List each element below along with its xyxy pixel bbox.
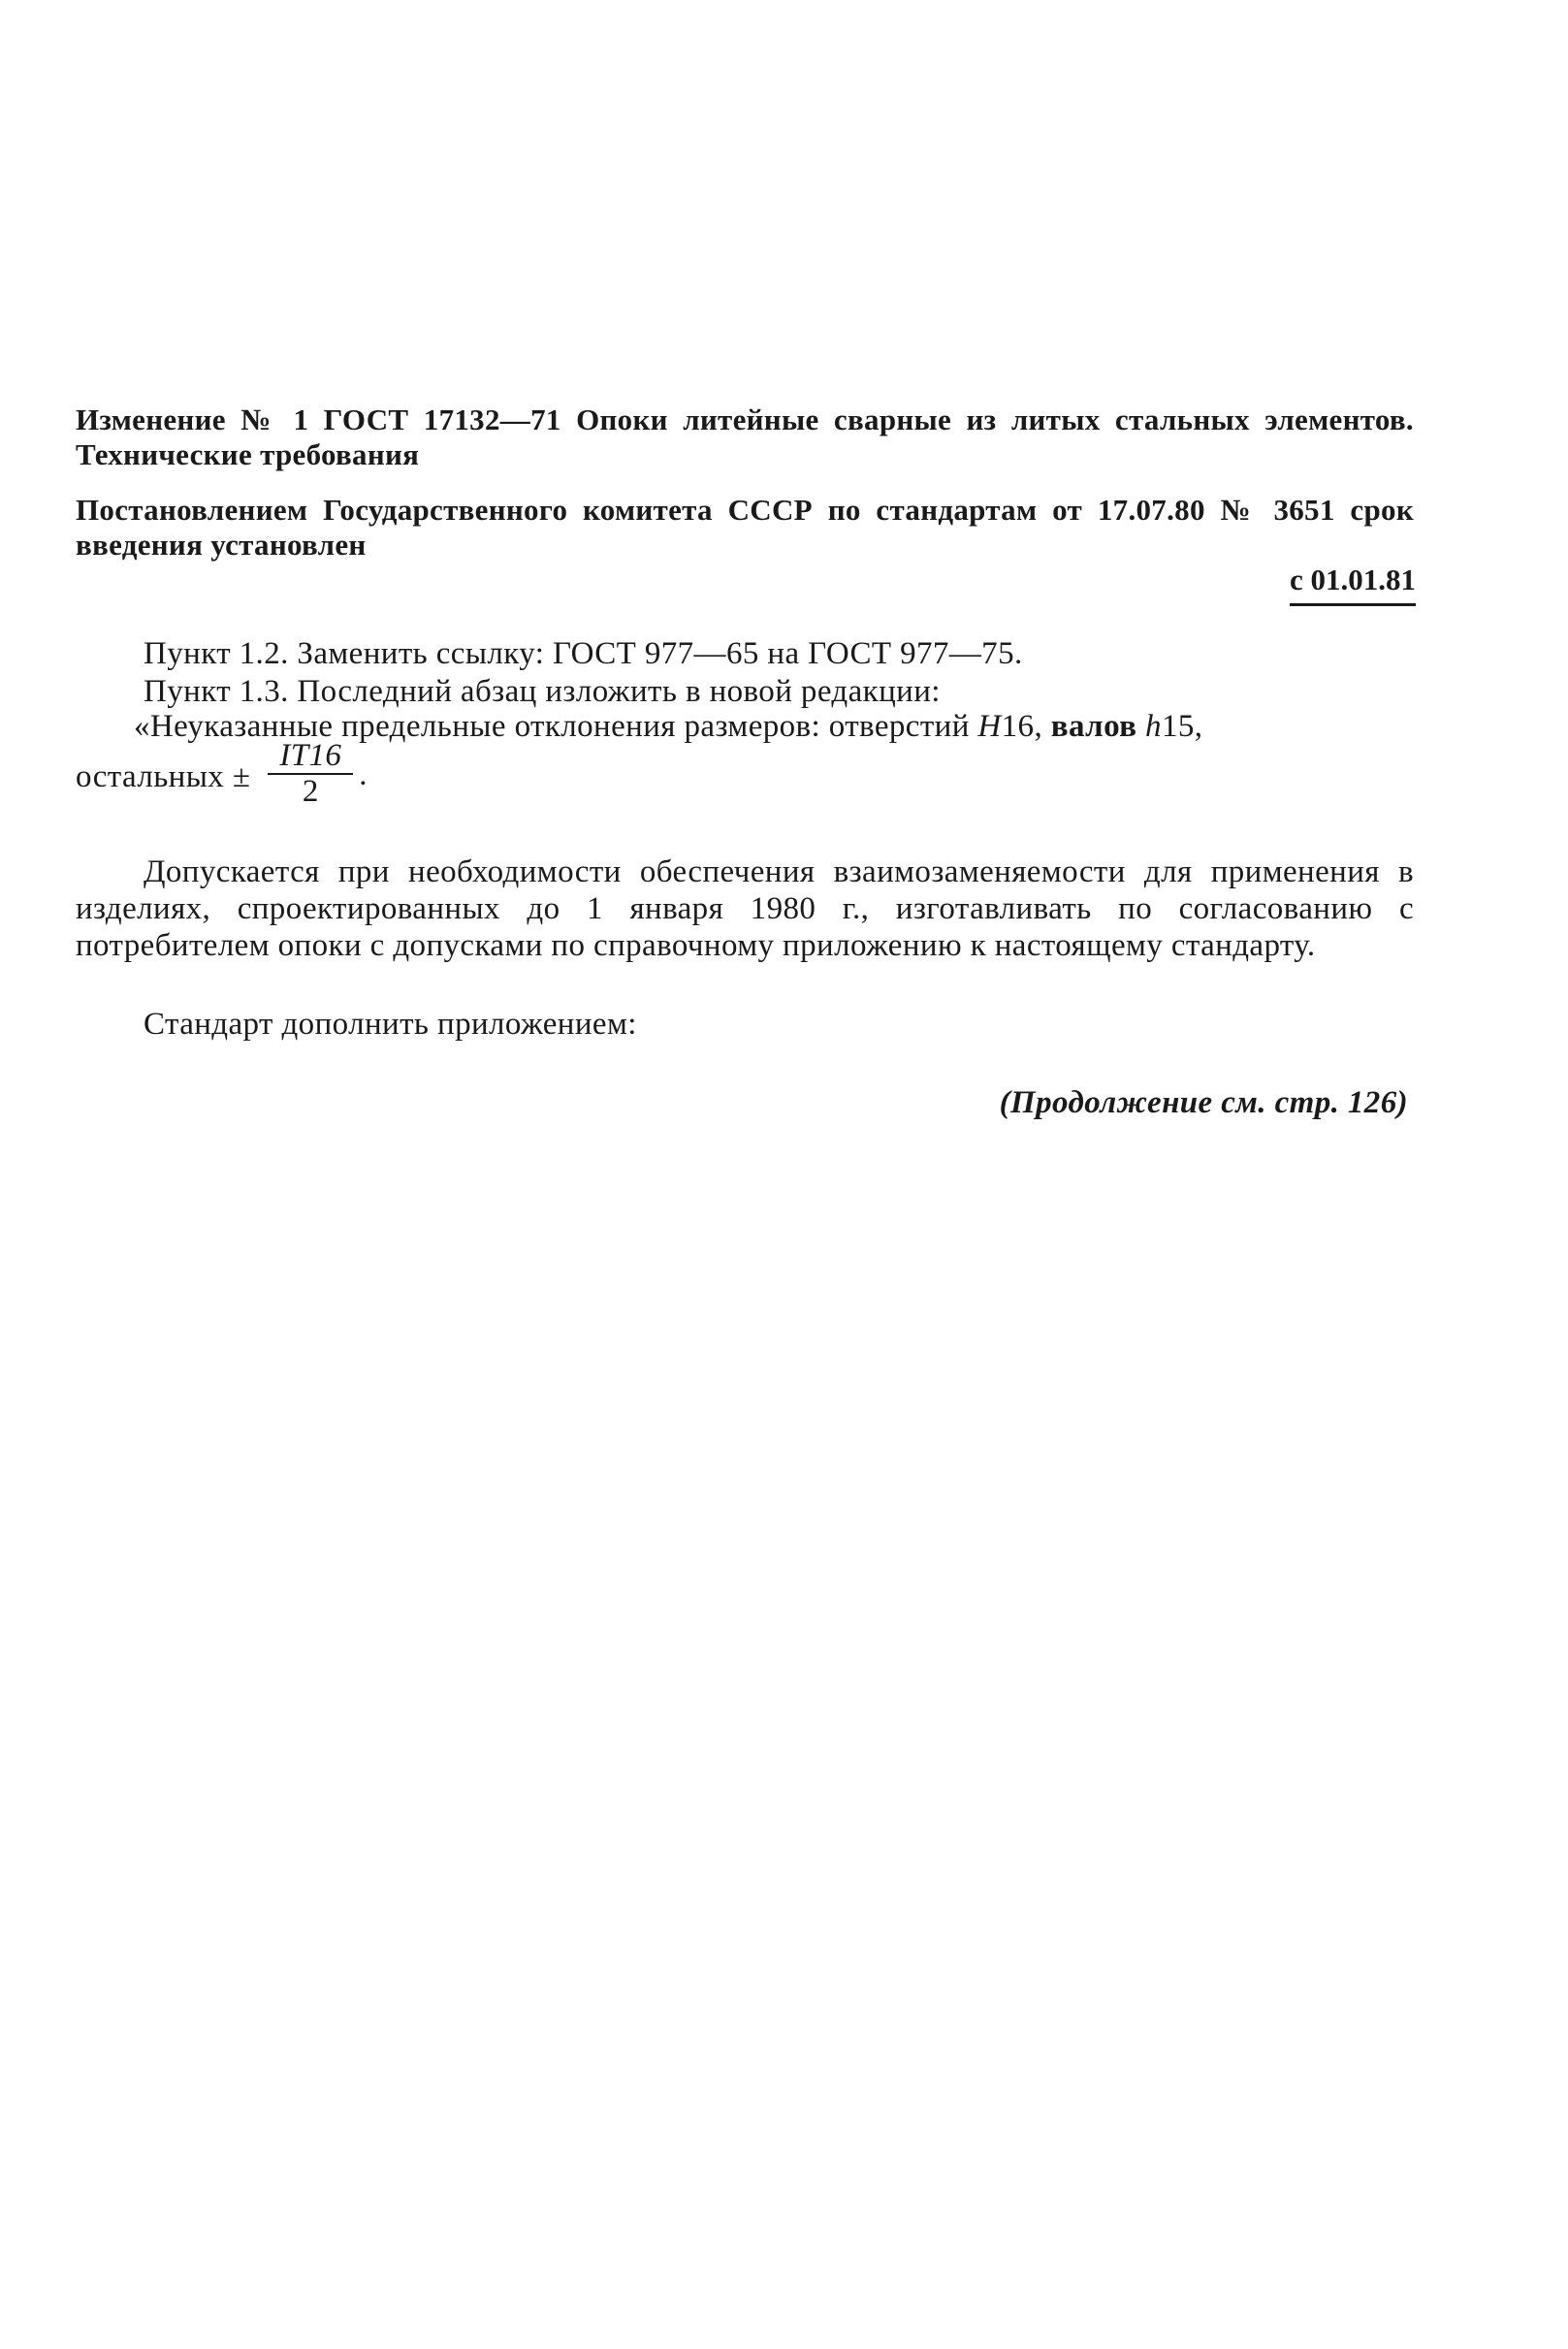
effective-date: с 01.01.81 — [1290, 563, 1416, 606]
decree-text: Постановлением Государственного комитета СССР по стандартам от 17.07.80 № 3651 срок введения установлен — [76, 493, 1414, 562]
tolerance-shaft-symbol: h — [1145, 709, 1162, 744]
tolerance-h-value: 16, — [1001, 709, 1051, 744]
amendment-title: Изменение № 1 ГОСТ 17132—71 Опоки литейные сварные из литых стальных элементов. Технические требования — [76, 402, 1414, 471]
paragraph-interchangeability: Допускается при необходимости обеспечения взаимозаменяемости для применения в изделиях, спроектированных до 1 января 1980 г., изготавливать по согласованию с потребителем опоки с допусками по справочному приложению к настоящему стандарту. — [76, 854, 1414, 963]
paragraph-appendix: Стандарт дополнить приложением: — [144, 1007, 637, 1042]
formula-line — [76, 738, 368, 812]
tolerance-shaft-value: 15, — [1161, 709, 1203, 744]
fraction-numerator: IT16 — [268, 738, 353, 775]
paragraph-item-1-3: Пункт 1.3. Последний абзац изложить в новой редакции: — [144, 674, 941, 709]
continuation-note: (Продолжение см. стр. 126) — [999, 1085, 1408, 1120]
tolerances-prefix: «Неуказанные предельные отклонения размеров: отверстий — [134, 709, 978, 744]
tolerance-h-symbol: H — [977, 709, 1002, 744]
fraction-denominator: 2 — [302, 774, 319, 809]
paragraph-item-1-2: Пункт 1.2. Заменить ссылку: ГОСТ 977—65 на ГОСТ 977—75. — [144, 636, 1023, 671]
shafts-label: валов — [1050, 709, 1146, 744]
formula-suffix: . — [359, 757, 368, 792]
formula-prefix: остальных ± — [76, 759, 251, 794]
fraction — [268, 738, 353, 808]
